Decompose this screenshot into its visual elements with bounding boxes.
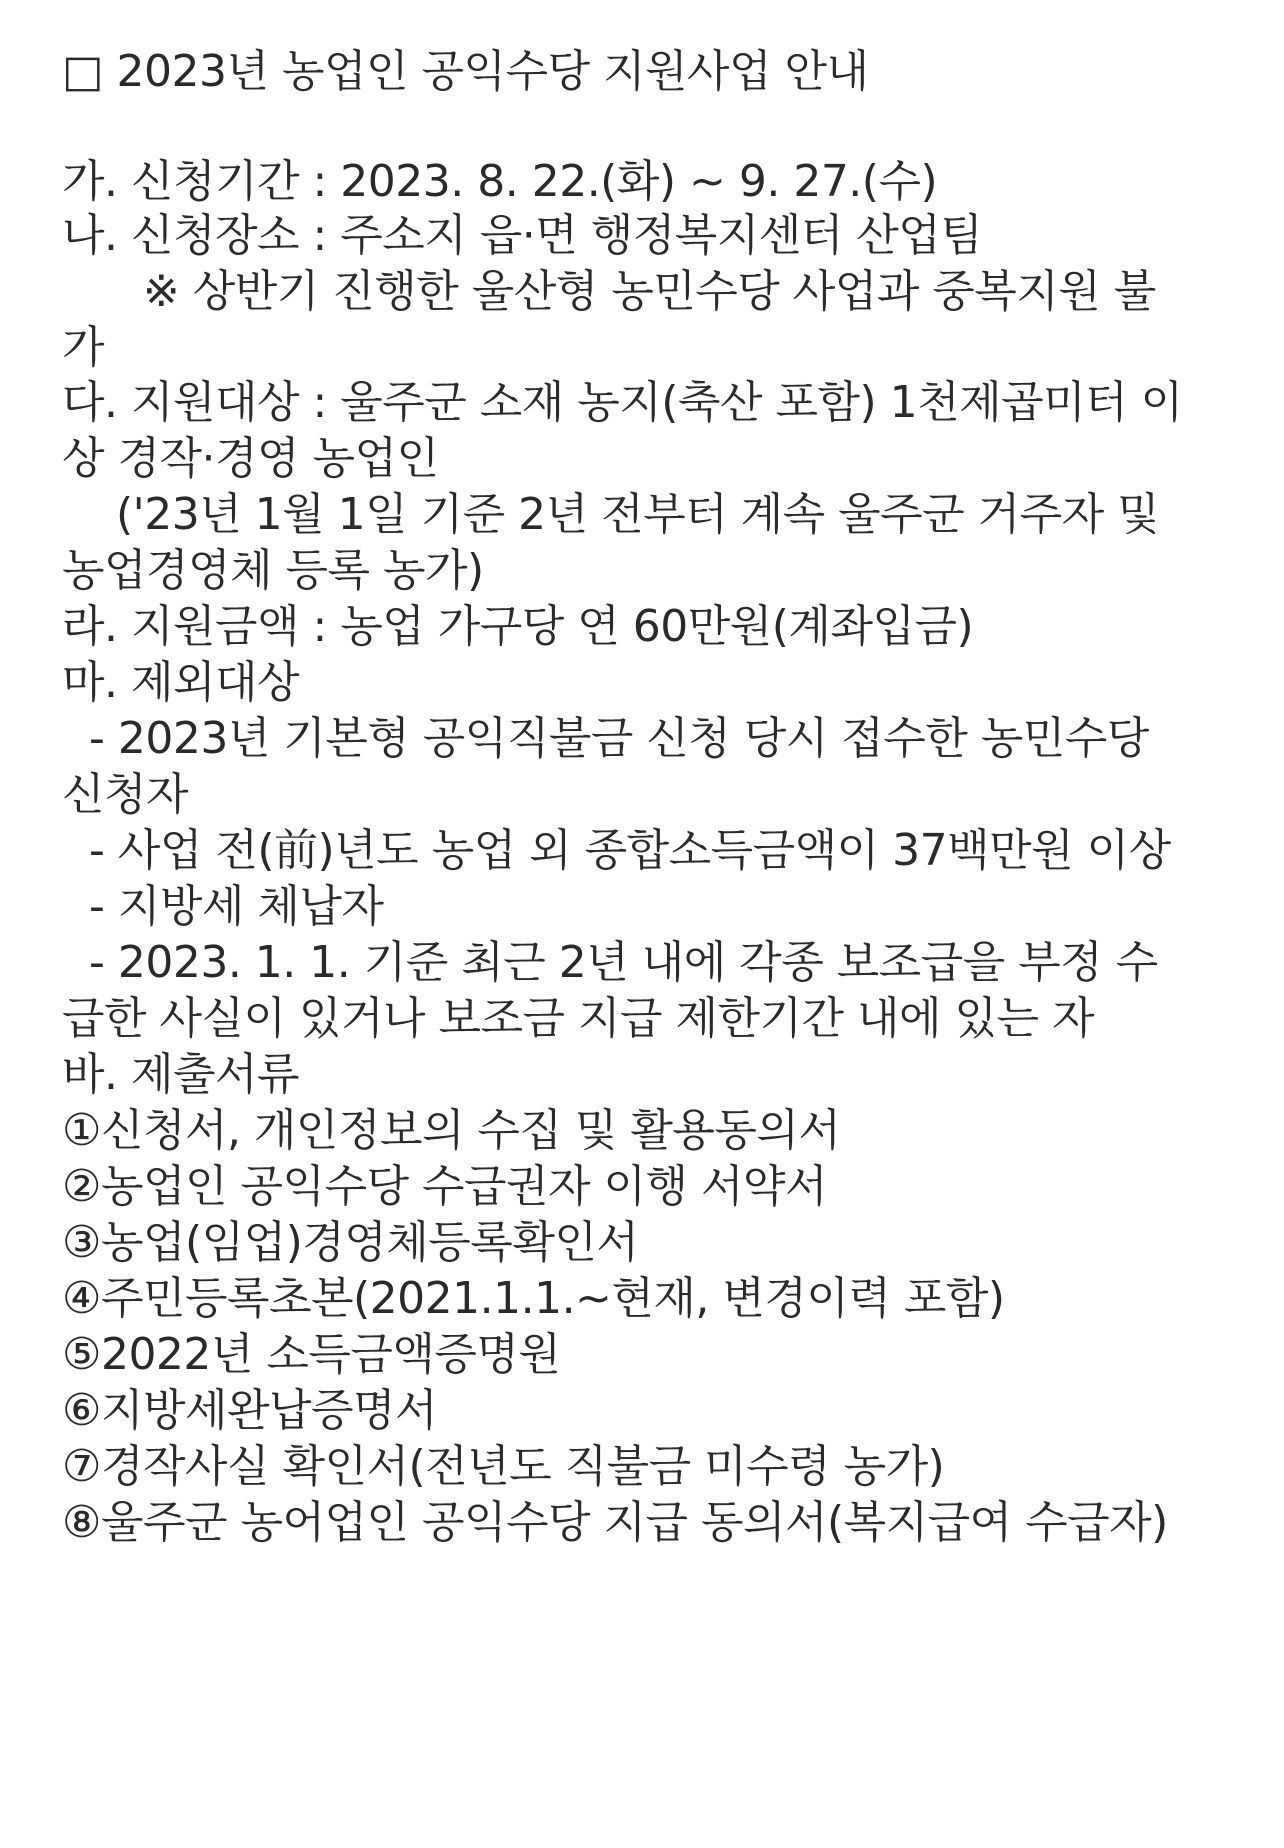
duplicate-support-note: ※ 상반기 진행한 울산형 농민수당 사업과 중복지원 불 [62, 266, 1156, 317]
required-document-item: ⑤2022년 소득금액증명원 [62, 1329, 561, 1380]
required-document-item: ⑦경작사실 확인서(전년도 직불금 미수령 농가) [62, 1441, 945, 1492]
required-document-item: ③농업(임업)경영체등록확인서 [62, 1217, 639, 1268]
eligibility: 다. 지원대상 : 울주군 소재 농지(축산 포함) 1천제곱미터 이 [62, 377, 1183, 428]
eligibility-condition-cont: 농업경영체 등록 농가) [62, 545, 484, 596]
exclusion-item-cont: 신청자 [62, 769, 189, 820]
application-period: 가. 신청기간 : 2023. 8. 22.(화) ~ 9. 27.(수) [62, 156, 938, 207]
required-document-item: ①신청서, 개인정보의 수집 및 활용동의서 [62, 1105, 841, 1156]
exclusion-item: - 사업 전(前)년도 농업 외 종합소득금액이 37백만원 이상 [62, 825, 1171, 876]
eligibility-cont: 상 경작·경영 농업인 [62, 433, 439, 484]
application-place: 나. 신청장소 : 주소지 읍·면 행정복지센터 산업팀 [62, 210, 983, 261]
exclusion-item-cont: 급한 사실이 있거나 보조금 지급 제한기간 내에 있는 자 [62, 993, 1094, 1044]
exclusion-item: - 2023. 1. 1. 기준 최근 2년 내에 각종 보조급을 부정 수 [62, 937, 1158, 988]
support-amount: 라. 지원금액 : 농업 가구당 연 60만원(계좌입금) [62, 601, 974, 652]
duplicate-support-note-cont: 가 [62, 322, 105, 373]
required-document-item: ④주민등록초본(2021.1.1.~현재, 변경이력 포함) [62, 1273, 1005, 1324]
required-document-item: ②농업인 공익수당 수급권자 이행 서약서 [62, 1161, 827, 1212]
required-document-item: ⑥지방세완납증명서 [62, 1385, 437, 1436]
eligibility-condition: ('23년 1월 1일 기준 2년 전부터 계속 울주군 거주자 및 [62, 489, 1160, 540]
required-document-item: ⑧울주군 농어업인 공익수당 지급 동의서(복지급여 수급자) [62, 1497, 1168, 1548]
required-documents-heading: 바. 제출서류 [62, 1049, 299, 1100]
exclusion-item: - 2023년 기본형 공익직불금 신청 당시 접수한 농민수당 [62, 713, 1149, 764]
exclusions-heading: 마. 제외대상 [62, 657, 299, 708]
exclusion-item: - 지방세 체납자 [62, 881, 384, 932]
document-title: □ 2023년 농업인 공익수당 지원사업 안내 [62, 46, 869, 97]
